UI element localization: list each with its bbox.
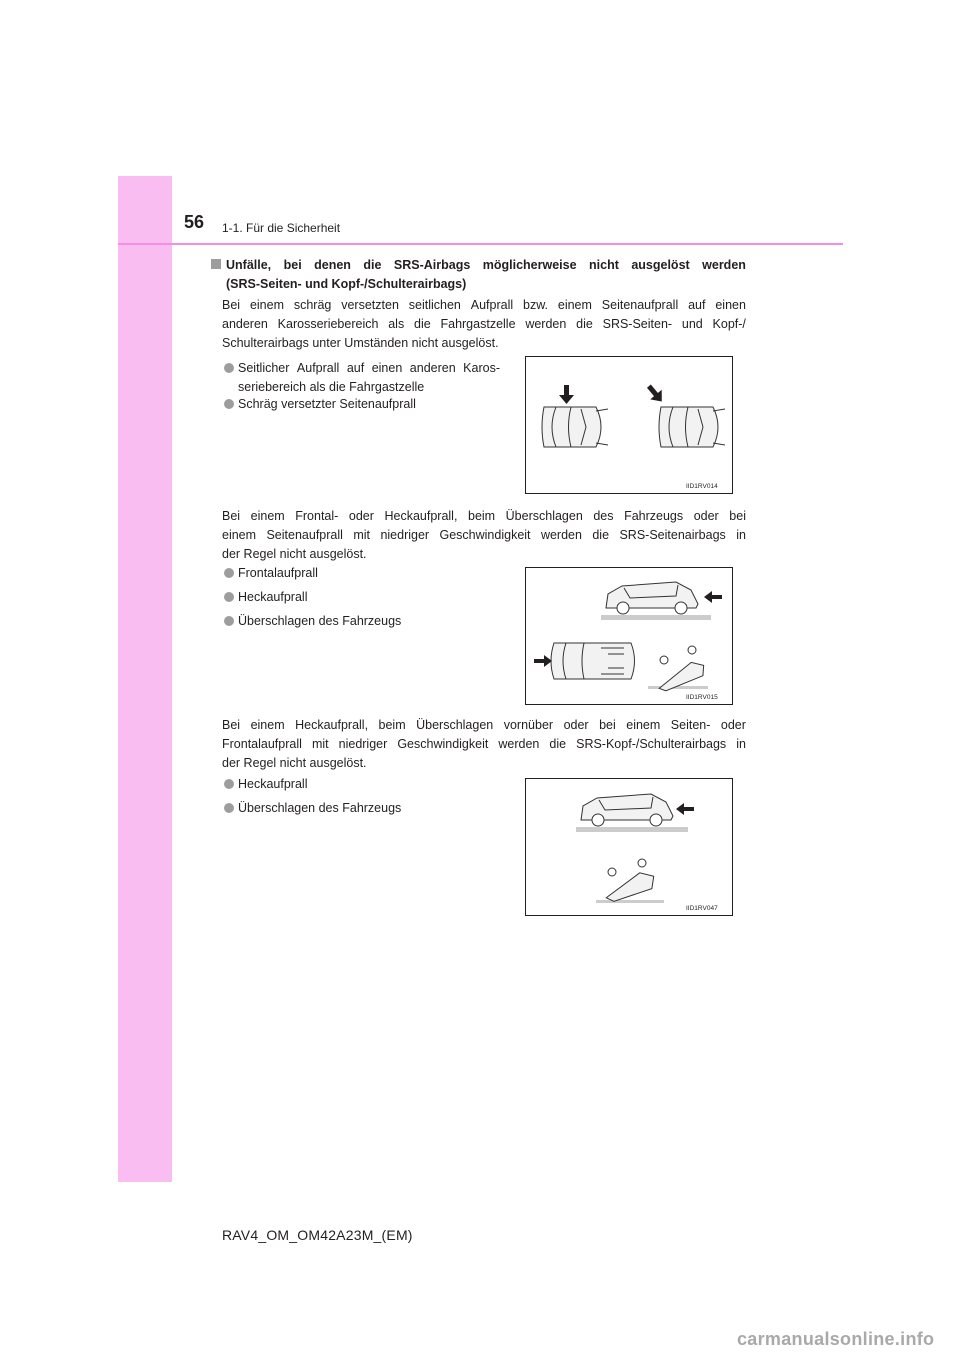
word: und [681,317,703,331]
car-top-view-illustration [551,643,635,679]
bullet-dot-icon [224,803,234,813]
word: beim [468,509,496,523]
word: einem [222,528,257,542]
car-side-view-illustration [576,794,688,832]
rear-impact-arrow-icon [676,803,694,815]
word: bzw. [523,298,549,312]
word: als [388,317,405,331]
section-heading [211,256,746,294]
word: SRS-Kopf-/Schulterairbags [576,737,727,751]
heading-line [211,256,746,275]
bullet-line-2: seriebereich als die Fahrgastzelle [238,380,425,394]
word: die [414,317,431,331]
word: bei [599,718,616,732]
word: niedriger [380,528,430,542]
para-line [222,507,746,526]
word: mit [311,737,329,751]
word: Bei [222,509,241,523]
bullet-word: einen [371,361,403,375]
heading-word: die [363,258,382,272]
word: Fahrzeugs [624,509,684,523]
word: Kopf-/ [712,317,746,331]
list-item [224,395,416,414]
list-item: Überschlagen des Fahrzeugs [224,799,401,818]
word: die [576,317,593,331]
square-bullet-icon [211,259,221,269]
bullet-text: Schräg versetzter Seitenaufprall [238,397,416,411]
word: seitlichen [408,298,461,312]
figure-front-rear-rollover [525,567,733,705]
rear-impact-arrow-icon [704,591,722,603]
word: schräg [293,298,332,312]
word: Bei [222,718,241,732]
word: niedriger [338,737,388,751]
word: die [592,528,610,542]
bullet-dot-icon [224,592,234,602]
list-item [224,359,500,397]
word: oder [693,509,719,523]
word: SRS-Seitenairbags [619,528,726,542]
word: versetzten [341,298,399,312]
car-side-view-illustration [601,582,711,620]
para-line: der Regel nicht ausgelöst. [222,547,367,561]
heading-word: Unfälle, [211,256,271,275]
figure-code: IID1RV014 [686,483,718,490]
word: vornüber [503,718,554,732]
para-line [222,735,746,754]
word: Seiten- [670,718,711,732]
chapter-title: 1-1. Für die Sicherheit [222,221,341,235]
car-rollover-illustration [596,859,664,904]
heading-line-2: (SRS-Seiten- und Kopf-/Schulterairbags) [226,277,467,291]
heading-word: nicht [589,258,619,272]
heading-word: werden [702,258,746,272]
word: bei [729,509,746,523]
word: Seitenaufprall [266,528,343,542]
word: Aufprall [470,298,514,312]
chapter-sidebar-tab [118,176,172,1182]
word: oder [563,718,589,732]
list-item: Frontalaufprall [224,564,318,583]
section2-paragraph [222,507,746,564]
bullet-dot-icon [224,363,234,373]
word: beim [378,718,406,732]
header-divider [118,243,843,245]
watermark-link[interactable]: carmanualsonline.info [737,1329,935,1349]
bullet-dot-icon [224,616,234,626]
word: anderen [222,317,268,331]
bullet-dot-icon [224,779,234,789]
figure-side-impact [525,356,733,494]
word: einem [557,298,592,312]
word: einem [250,509,285,523]
word: des [593,509,614,523]
bullet-dot-icon [224,568,234,578]
word: in [736,528,746,542]
word: mit [353,528,371,542]
para-line [222,315,746,334]
list-item: Heckaufprall [224,775,307,794]
front-impact-arrow-icon [534,655,552,667]
word: Überschlagen [505,509,583,523]
car-rollover-illustration [648,646,708,695]
bullet-word: Seitlicher [224,359,289,378]
footer-model-code: RAV4_OM_OM42A23M_(EM) [222,1227,413,1243]
para-line: der Regel nicht ausgelöst. [222,756,367,770]
bullet-word: anderen [409,361,456,375]
heading-word: möglicherweise [482,258,577,272]
page-number: 56 [184,212,205,232]
word: einen [715,298,746,312]
word: Heckaufprall, [384,509,458,523]
word: werden [525,317,567,331]
heading-word: bei [283,258,302,272]
para-line [222,296,746,315]
impact-arrow-icon [559,385,574,404]
heading-word: denen [314,258,351,272]
word: Geschwindigkeit [397,737,489,751]
bullet-word: Aufprall [296,361,340,375]
para-line: Schulterairbags unter Umständen nicht ausgelöst. [222,336,499,350]
word: Bei [222,298,241,312]
bullet-word: auf [346,361,365,375]
figure-rear-rollover [525,778,733,916]
word: oder [720,718,746,732]
list-item: Heckaufprall [224,588,307,607]
word: einem [626,718,661,732]
word: die [549,737,567,751]
car-top-view-illustration [542,407,725,447]
bullet-dot-icon [224,399,234,409]
diagonal-impact-arrow-icon [643,381,667,406]
word: oder [348,509,374,523]
word: einem [250,718,285,732]
heading-word: ausgelöst [631,258,690,272]
word: SRS-Seiten- [602,317,673,331]
word: Frontal- [295,509,339,523]
section3-paragraph [222,716,746,773]
word: werden [540,528,582,542]
word: einem [249,298,284,312]
word: Fahrgastzelle [440,317,516,331]
figure-code: IID1RV047 [686,905,718,912]
para-line [222,716,746,735]
para-line [222,526,746,545]
bullet-word: Karos- [463,361,500,375]
heading-word: SRS-Airbags [393,258,471,272]
list-item: Überschlagen des Fahrzeugs [224,612,401,631]
section1-paragraph [222,296,746,353]
word: Überschlagen [416,718,494,732]
word: Seitenaufprall [601,298,679,312]
word: Frontalaufprall [222,737,302,751]
word: in [736,737,746,751]
word: Heckaufprall, [295,718,369,732]
word: Geschwindigkeit [439,528,531,542]
word: auf [688,298,706,312]
word: werden [498,737,540,751]
figure-code: IID1RV015 [686,694,718,701]
word: Karosseriebereich [277,317,379,331]
